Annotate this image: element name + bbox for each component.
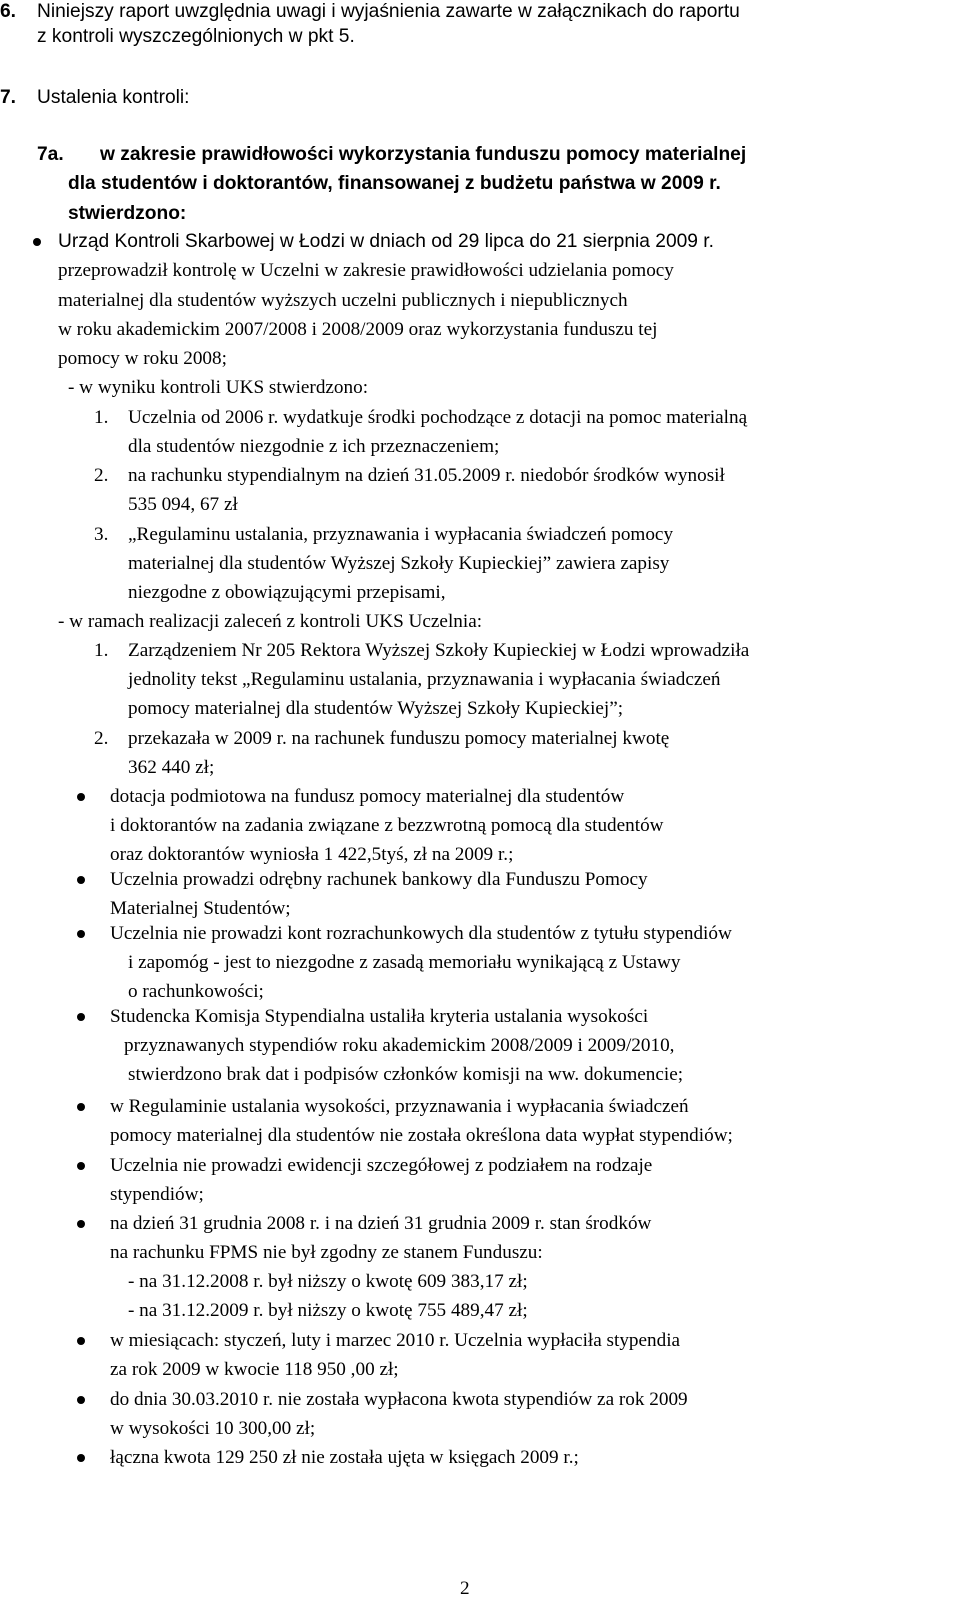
uks-line-2: przeprowadził kontrolę w Uczelni w zakresie prawidłowości udzielania pomocy	[58, 260, 674, 281]
recommendation-1-line-3: pomocy materialnej dla studentów Wyższej Szkoły Kupieckiej”;	[128, 698, 624, 719]
item-7a-number: 7a.	[37, 144, 64, 165]
finding-1-line-2: dla studentów niezgodnie z ich przeznaczeniem;	[128, 436, 500, 457]
bullet-total-line-1: łączna kwota 129 250 zł nie została ujęta w księgach 2009 r.;	[110, 1447, 579, 1468]
finding-3-line-2: materialnej dla studentów Wyższej Szkoły Kupieckiej” zawiera zapisy	[128, 553, 670, 574]
item-7a-line-3: stwierdzono:	[68, 203, 187, 224]
finding-2-line-1: na rachunku stypendialnym na dzień 31.05.2009 r. niedobór środków wynosił	[128, 465, 725, 486]
bullet-regulation-line-2: pomocy materialnej dla studentów nie została określona data wypłat stypendiów;	[110, 1125, 733, 1146]
item-7-text: Ustalenia kontroli:	[37, 87, 190, 108]
bullet-settlement-line-1: Uczelnia nie prowadzi kont rozrachunkowych dla studentów z tytułu stypendiów	[110, 923, 732, 944]
recommendation-1-line-2: jednolity tekst „Regulaminu ustalania, przyznawania i wypłacania świadczeń	[128, 669, 721, 690]
recommendation-2-number: 2.	[94, 728, 109, 749]
finding-3-line-3: niezgodne z obowiązującymi przepisami,	[128, 582, 446, 603]
bullet-dot	[77, 1103, 85, 1111]
bullet-records-line-1: Uczelnia nie prowadzi ewidencji szczegółowej z podziałem na rodzaje	[110, 1155, 653, 1176]
bullet-payouts-line-2: za rok 2009 w kwocie 118 950 ,00 zł;	[110, 1359, 399, 1380]
bullet-commission-line-1: Studencka Komisja Stypendialna ustaliła kryteria ustalania wysokości	[110, 1006, 649, 1027]
bullet-bank-account-line-2: Materialnej Studentów;	[110, 898, 291, 919]
bullet-dot	[77, 1220, 85, 1228]
finding-2-number: 2.	[94, 465, 109, 486]
bullet-subsidy-line-1: dotacja podmiotowa na fundusz pomocy materialnej dla studentów	[110, 786, 625, 807]
bullet-subsidy-line-3: oraz doktorantów wyniosła 1 422,5tyś, zł na 2009 r.;	[110, 844, 514, 865]
item-7a-line-1: w zakresie prawidłowości wykorzystania funduszu pomocy materialnej	[100, 144, 747, 165]
bullet-dot	[77, 1162, 85, 1170]
bullet-dot	[77, 876, 85, 884]
finding-1-number: 1.	[94, 407, 109, 428]
bullet-settlement-line-2: i zapomóg - jest to niezgodne z zasadą memoriału wynikającą z Ustawy	[128, 952, 681, 973]
bullet-payouts-line-1: w miesiącach: styczeń, luty i marzec 2010 r. Uczelnia wypłaciła stypendia	[110, 1330, 681, 1351]
recommendation-1-number: 1.	[94, 640, 109, 661]
bullet-records-line-2: stypendiów;	[110, 1184, 204, 1205]
uks-line-3: materialnej dla studentów wyższych uczelni publicznych i niepublicznych	[58, 290, 628, 311]
bullet-unpaid-line-1: do dnia 30.03.2010 r. nie została wypłacona kwota stypendiów za rok 2009	[110, 1389, 688, 1410]
bullet-dot	[77, 1013, 85, 1021]
bullet-commission-line-2: przyznawanych stypendiów roku akademickim 2008/2009 i 2009/2010,	[124, 1035, 675, 1056]
item-7-number: 7.	[0, 87, 17, 108]
finding-2-line-2: 535 094, 67 zł	[128, 494, 238, 515]
uks-line-5: pomocy w roku 2008;	[58, 348, 227, 369]
item-7a-line-2: dla studentów i doktorantów, finansowanej z budżetu państwa w 2009 r.	[68, 173, 721, 194]
item-6-line-2: z kontroli wyszczególnionych w pkt 5.	[37, 26, 355, 47]
bullet-dot	[77, 1396, 85, 1404]
item-6-line-1: Niniejszy raport uwzględnia uwagi i wyjaśnienia zawarte w załącznikach do raportu	[37, 1, 740, 22]
finding-3-line-1: „Regulaminu ustalania, przyznawania i wypłacania świadczeń pomocy	[128, 524, 674, 545]
recommendation-2-line-1: przekazała w 2009 r. na rachunek funduszu pomocy materialnej kwotę	[128, 728, 670, 749]
page-number: 2	[460, 1578, 470, 1599]
item-6-number: 6.	[0, 1, 17, 22]
bullet-subsidy-line-2: i doktorantów na zadania związane z bezzwrotną pomocą dla studentów	[110, 815, 664, 836]
findings-intro: - w wyniku kontroli UKS stwierdzono:	[68, 377, 369, 398]
bullet-dot	[33, 238, 41, 246]
bullet-settlement-line-3: o rachunkowości;	[128, 981, 264, 1002]
bullet-dot	[77, 1337, 85, 1345]
uks-line-4: w roku akademickim 2007/2008 i 2008/2009 oraz wykorzystania funduszu tej	[58, 319, 658, 340]
bullet-fpms-line-1: na dzień 31 grudnia 2008 r. i na dzień 31 grudnia 2009 r. stan środków	[110, 1213, 652, 1234]
finding-3-number: 3.	[94, 524, 109, 545]
bullet-dot	[77, 1454, 85, 1462]
bullet-dot	[77, 793, 85, 801]
bullet-fpms-line-3: - na 31.12.2008 r. był niższy o kwotę 609 383,17 zł;	[128, 1271, 528, 1292]
bullet-fpms-line-4: - na 31.12.2009 r. był niższy o kwotę 755 489,47 zł;	[128, 1300, 528, 1321]
bullet-dot	[77, 930, 85, 938]
finding-1-line-1: Uczelnia od 2006 r. wydatkuje środki pochodzące z dotacji na pomoc materialną	[128, 407, 748, 428]
bullet-regulation-line-1: w Regulaminie ustalania wysokości, przyznawania i wypłacania świadczeń	[110, 1096, 689, 1117]
bullet-commission-line-3: stwierdzono brak dat i podpisów członków komisji na ww. dokumencie;	[128, 1064, 684, 1085]
recommendation-1-line-1: Zarządzeniem Nr 205 Rektora Wyższej Szkoły Kupieckiej w Łodzi wprowadziła	[128, 640, 750, 661]
bullet-fpms-line-2: na rachunku FPMS nie był zgodny ze stanem Funduszu:	[110, 1242, 543, 1263]
recommendations-intro: - w ramach realizacji zaleceń z kontroli UKS Uczelnia:	[58, 611, 483, 632]
uks-line-1: Urząd Kontroli Skarbowej w Łodzi w dniach od 29 lipca do 21 sierpnia 2009 r.	[58, 231, 714, 252]
bullet-unpaid-line-2: w wysokości 10 300,00 zł;	[110, 1418, 316, 1439]
recommendation-2-line-2: 362 440 zł;	[128, 757, 215, 778]
bullet-bank-account-line-1: Uczelnia prowadzi odrębny rachunek bankowy dla Funduszu Pomocy	[110, 869, 648, 890]
